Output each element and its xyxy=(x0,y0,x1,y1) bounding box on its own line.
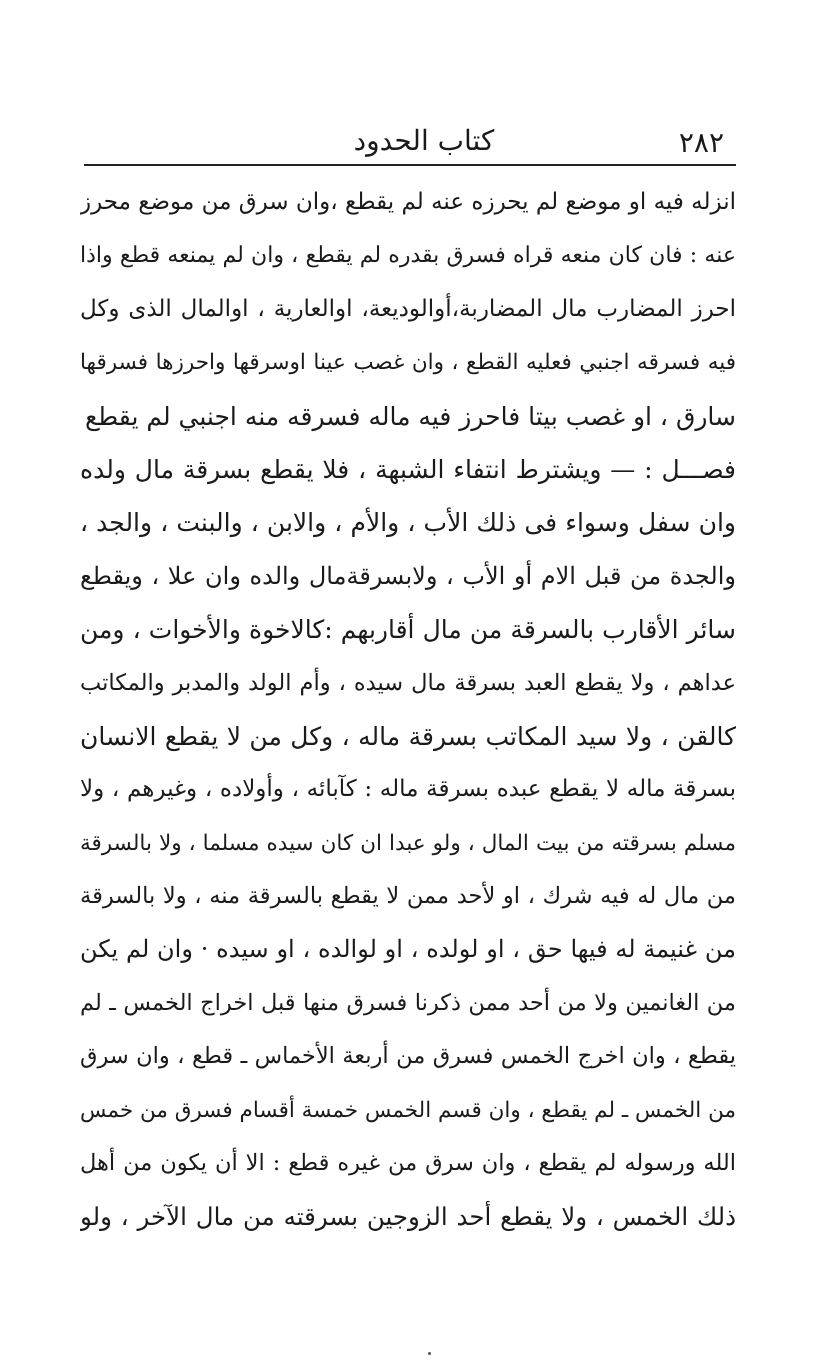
running-title: كتاب الحدود xyxy=(353,124,495,157)
text-line: عنه : فان كان منعه قراه فسرق بقدره لم يقطع ، وان لم يمنعه قطع واذا xyxy=(80,243,736,269)
text-line: كالقن ، ولا سيد المكاتب بسرقة ماله ، وكل من لا يقطع الانسان xyxy=(80,721,736,751)
text-line: من الخمس ـ لم يقطع ، وان قسم الخمس خمسة أقسام فسرق من خمس xyxy=(80,1097,736,1123)
page-number: ٢٨٢ xyxy=(678,126,724,159)
scan-speck xyxy=(428,1352,431,1355)
text-line: فيه فسرقه اجنبي فعليه القطع ، وان غصب عينا اوسرقها واحرزها فسرقها xyxy=(80,350,736,376)
text-line: من الغانمين ولا من أحد ممن ذكرنا فسرق منها قبل اخراج الخمس ـ لم xyxy=(80,989,736,1016)
text-line: سائر الأقارب بالسرقة من مال أقاربهم :كالاخوة والأخوات ، ومن xyxy=(80,615,736,645)
text-line: بسرقة ماله لا يقطع عبده بسرقة ماله : كآبائه ، وأولاده ، وغيرهم ، ولا xyxy=(80,776,736,803)
body-text xyxy=(80,176,736,1244)
text-line: الله ورسوله لم يقطع ، وان سرق من غيره قطع : الا أن يكون من أهل xyxy=(80,1150,736,1177)
text-line: من غنيمة له فيها حق ، او لولده ، او لوالده ، او سيده · وان لم يكن xyxy=(80,935,736,964)
text-line: وان سفل وسواء فى ذلك الأب ، والأم ، والابن ، والبنت ، والجد ، xyxy=(80,508,736,538)
page-header xyxy=(84,118,734,164)
text-line: ذلك الخمس ، ولا يقطع أحد الزوجين بسرقته من مال الآخر ، ولو xyxy=(80,1202,736,1232)
text-line: عداهم ، ولا يقطع العبد بسرقة مال سيده ، وأم الولد والمدبر والمكاتب xyxy=(80,669,736,696)
header-rule xyxy=(84,164,736,166)
text-line: سارق ، او غصب بيتا فاحرز فيه ماله فسرقه منه اجنبي لم يقطع xyxy=(84,401,736,431)
text-line: يقطع ، وان اخرج الخمس فسرق من أربعة الأخماس ـ قطع ، وان سرق xyxy=(80,1043,736,1070)
text-line: مسلم بسرقته من بيت المال ، ولو عبدا ان كان سيده مسلما ، ولا بالسرقة xyxy=(80,830,736,856)
section-heading-line: فصـــل : — ويشترط انتفاء الشبهة ، فلا يقطع بسرقة مال ولده xyxy=(80,454,736,484)
text-line: من مال له فيه شرك ، او لأحد ممن لا يقطع بالسرقة منه ، ولا بالسرقة xyxy=(80,883,736,910)
text-line: انزله فيه او موضع لم يحرزه عنه لم يقطع ،وان سرق من موضع محرز xyxy=(80,189,736,215)
text-line: احرز المضارب مال المضاربة،أوالوديعة، اوالعارية ، اوالمال الذى وكل xyxy=(80,295,736,322)
text-line: والجدة من قبل الام أو الأب ، ولابسرقةمال والده وان علا ، ويقطع xyxy=(80,561,736,590)
